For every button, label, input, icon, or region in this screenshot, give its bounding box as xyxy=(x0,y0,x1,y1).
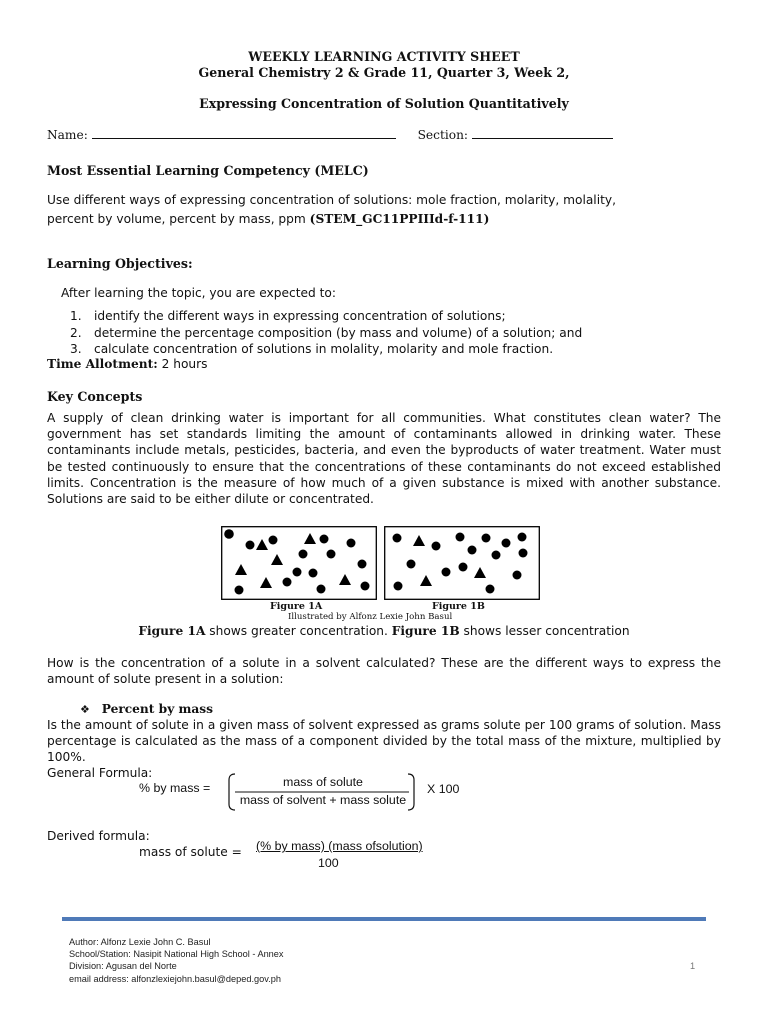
page-number: 1 xyxy=(690,961,696,971)
objective-item xyxy=(70,325,710,342)
solute-particle xyxy=(519,549,528,558)
name-field[interactable] xyxy=(92,127,396,139)
objective-text: determine the percentage composition (by mass and volume) of a solution; and xyxy=(94,325,583,340)
solute-particle xyxy=(518,533,527,542)
time-allotment xyxy=(47,357,208,371)
percent-by-mass-heading: Percent by mass xyxy=(101,702,214,716)
solute-particle xyxy=(486,585,495,594)
derived-formula-denominator: 100 xyxy=(318,856,339,870)
solute-particle xyxy=(293,568,302,577)
time-allotment-value: 2 hours xyxy=(161,357,208,371)
solute-particle xyxy=(224,529,234,539)
formula-lhs: % by mass = xyxy=(139,781,211,795)
solute-particle xyxy=(347,539,356,548)
melc-code: (STEM_GC11PPIIId-f-111) xyxy=(309,212,490,226)
figure-1b-box xyxy=(384,526,540,600)
figure-caption-b-text: shows lesser concentration xyxy=(459,624,630,638)
footer-division: Division: Agusan del Norte xyxy=(69,961,177,972)
figure-1b-label: Figure 1B xyxy=(432,601,485,612)
solute-particle xyxy=(502,539,511,548)
figure-1a-label: Figure 1A xyxy=(270,601,323,612)
solute-particle xyxy=(269,536,278,545)
figure-caption-a-text: shows greater concentration. xyxy=(205,624,392,638)
footer-school: School/Station: Nasipit National High School - Annex xyxy=(69,949,284,960)
derived-formula-numerator: (% by mass) (mass ofsolution) xyxy=(256,839,423,853)
footer-email: email address: alfonzlexiejohn.basul@deped.gov.ph xyxy=(69,973,281,984)
section-field[interactable] xyxy=(472,127,613,139)
melc-line-2 xyxy=(47,212,489,226)
solute-particle xyxy=(246,541,255,550)
time-allotment-label: Time Allotment: xyxy=(47,357,158,371)
solute-particle xyxy=(327,550,336,559)
objectives-intro: After learning the topic, you are expected to: xyxy=(61,286,336,300)
derived-formula-lhs: mass of solute = xyxy=(139,845,242,859)
section-label: Section: xyxy=(417,128,469,142)
percent-by-mass-paragraph: Is the amount of solute in a given mass of solvent expressed as grams solute per 100 grams of solution. Mass percentage is calculated as the mass of a component divided by the total mass of the mixture, multiplied by 100%. xyxy=(47,718,721,765)
sheet-course-line: General Chemistry 2 & Grade 11, Quarter 3, Week 2, xyxy=(198,65,570,80)
diamond-bullet-icon: ❖ xyxy=(80,703,90,716)
figure-caption-a-bold: Figure 1A xyxy=(138,624,206,638)
objective-number: 2. xyxy=(70,325,82,340)
solute-particle xyxy=(317,585,326,594)
figure-caption-b-bold: Figure 1B xyxy=(391,624,460,638)
melc-line-1: Use different ways of expressing concentration of solutions: mole fraction, molarity, molality, xyxy=(47,193,616,207)
footer-divider xyxy=(62,917,706,921)
formula-denominator: mass of solvent + mass solute xyxy=(239,793,407,807)
sheet-title: WEEKLY LEARNING ACTIVITY SHEET xyxy=(248,49,520,64)
solute-particle xyxy=(459,563,468,572)
footer-author-block xyxy=(69,936,284,985)
formula-numerator: mass of solute xyxy=(283,775,363,789)
melc-heading: Most Essential Learning Competency (MELC) xyxy=(47,163,369,178)
name-label: Name: xyxy=(47,128,88,142)
solute-particle xyxy=(283,578,292,587)
solute-particle xyxy=(492,551,501,560)
objective-item xyxy=(70,308,710,325)
solute-particle xyxy=(309,569,318,578)
objectives-heading: Learning Objectives: xyxy=(47,256,193,271)
solute-particle xyxy=(394,582,403,591)
melc-line-2-text: percent by volume, percent by mass, ppm xyxy=(47,212,306,226)
objective-number: 1. xyxy=(70,309,82,323)
solute-particle xyxy=(361,582,370,591)
objectives-list xyxy=(70,308,710,358)
footer-author: Author: Alfonz Lexie John C. Basul xyxy=(69,937,211,947)
solute-particle xyxy=(393,534,402,543)
key-concepts-heading: Key Concepts xyxy=(47,389,143,404)
solute-particle xyxy=(235,586,244,595)
derived-formula-label: Derived formula: xyxy=(47,829,150,843)
solute-particle xyxy=(468,546,477,555)
figure-credit: Illustrated by Alfonz Lexie John Basul xyxy=(288,612,453,622)
solute-particle xyxy=(320,535,329,544)
solute-particle xyxy=(299,550,308,559)
solute-particle xyxy=(482,534,491,543)
objective-text: calculate concentration of solutions in molality, molarity and mole fraction. xyxy=(94,342,554,356)
key-concepts-paragraph: A supply of clean drinking water is important for all communities. What constitutes clean water? The government has set standards limiting the amount of contaminants allowed in drinking water. These contaminants include metals, pesticides, bacteria, and even the byproducts of water treatment. Water must be tested continuously to ensure that the concentrations of these contaminants do not exceed established limits. Concentration is the measure of how much of a given substance is mixed with another substance. Solutions are said to be either dilute or concentrated. xyxy=(47,411,721,507)
objective-number: 3. xyxy=(70,342,82,356)
objective-item xyxy=(70,341,710,358)
sheet-subtitle: Expressing Concentration of Solution Quantitatively xyxy=(199,96,569,111)
solute-particle xyxy=(432,542,441,551)
figure-caption xyxy=(0,624,768,638)
concentration-question: How is the concentration of a solute in a solvent calculated? These are the different ways to express the amount of solute present in a solution: xyxy=(47,656,721,687)
formula-multiplier: X 100 xyxy=(427,782,460,796)
solute-particle xyxy=(358,560,367,569)
percent-by-mass-heading-row xyxy=(80,702,213,716)
solute-particle xyxy=(456,533,465,542)
figure-1a-box xyxy=(221,526,377,600)
solute-particle xyxy=(407,560,416,569)
solute-particle xyxy=(513,571,522,580)
name-section-row xyxy=(47,127,613,142)
objective-text: identify the different ways in expressing concentration of solutions; xyxy=(94,309,506,323)
general-formula-label: General Formula: xyxy=(47,766,153,780)
solute-particle xyxy=(442,568,451,577)
